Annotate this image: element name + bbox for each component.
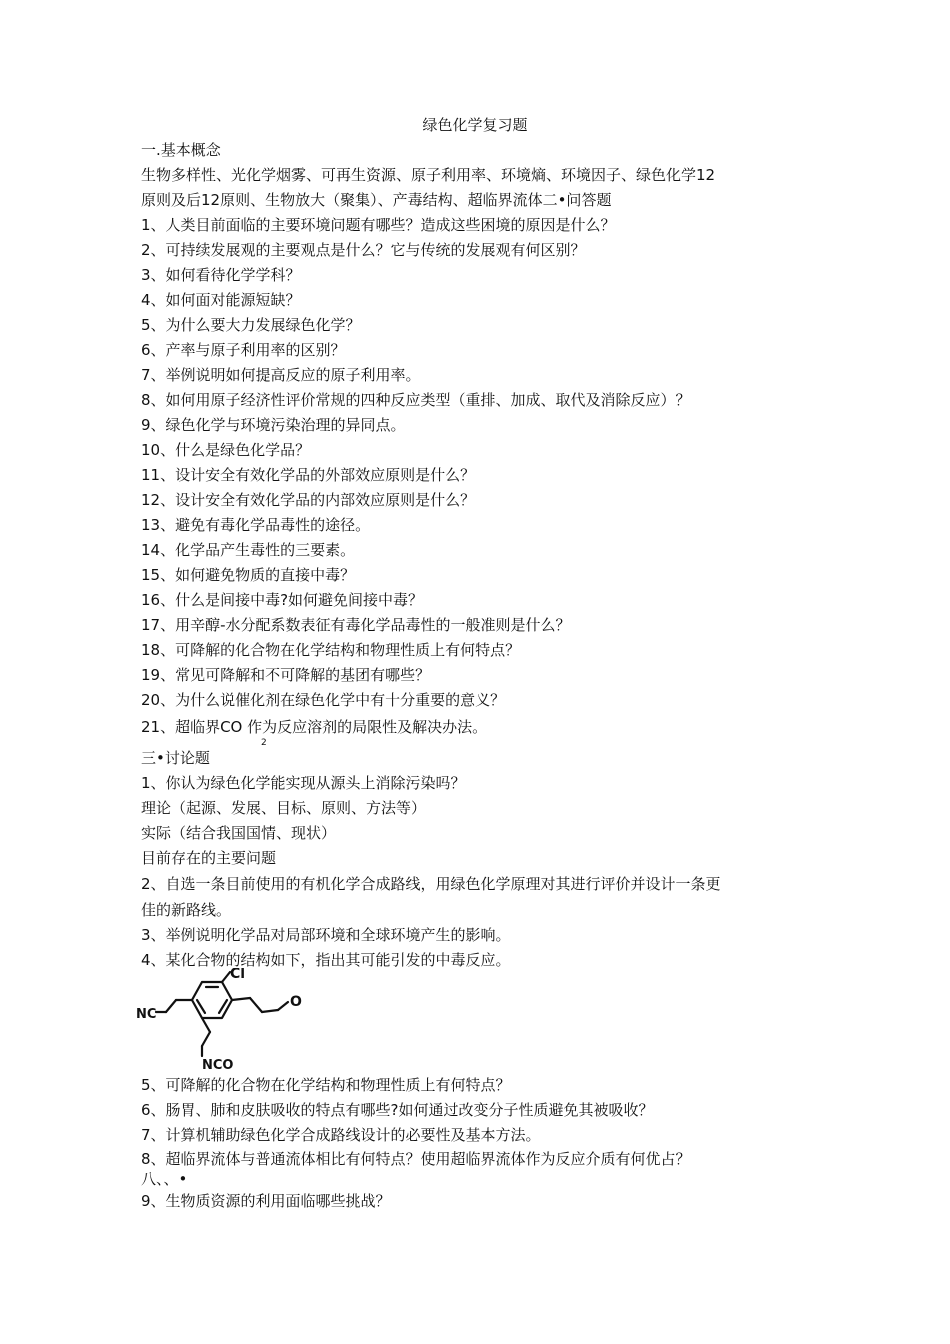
question-13: 13、避免有毒化学品毒性的途径。 [141,516,371,534]
question-6: 6、产率与原子利用率的区别？ [141,341,346,359]
discussion-9: 9、生物质资源的利用面临哪些挑战？ [141,1192,391,1210]
question-10: 10、什么是绿色化学品？ [141,441,311,459]
chemical-structure [130,968,320,1078]
question-20: 20、为什么说催化剂在绿色化学中有十分重要的意义？ [141,691,506,709]
question-1: 1、人类目前面临的主要环境问题有哪些？造成这些困境的原因是什么？ [141,216,616,234]
discussion-2-line1: 2、自选一条目前使用的有机化学合成路线，用绿色化学原理对其进行评价并设计一条更 [141,875,721,893]
discussion-1-theory: 理论（起源、发展、目标、原则、方法等） [141,799,427,817]
section3-heading: 三•讨论题 [141,749,210,767]
co2-subscript: 2 [261,738,267,748]
question-12: 12、设计安全有效化学品的内部效应原则是什么？ [141,491,476,509]
question-5: 5、为什么要大力发展绿色化学？ [141,316,361,334]
question-8: 8、如何用原子经济性评价常规的四种反应类型（重排、加成、取代及消除反应）？ [141,391,691,409]
section1-text-line1: 生物多样性、光化学烟雾、可再生资源、原子利用率、环境熵、环境因子、绿色化学12 [141,166,716,184]
chlorine-label: Cl [230,968,246,982]
question-4: 4、如何面对能源短缺？ [141,291,301,309]
discussion-4: 4、某化合物的结构如下，指出其可能引发的中毒反应。 [141,951,511,969]
discussion-6: 6、肠胃、肺和皮肤吸收的特点有哪些?如何通过改变分子性质避免其被吸收？ [141,1101,654,1119]
discussion-5: 5、可降解的化合物在化学结构和物理性质上有何特点？ [141,1076,511,1094]
section1-text-line2: 原则及后12原则、生物放大（聚集）、产毒结构、超临界流体二•问答题 [141,191,612,209]
discussion-1-practice: 实际（结合我国国情、现状） [141,824,337,842]
document-title: 绿色化学复习题 [422,116,528,134]
isocyanate-label: NCO [202,1058,234,1073]
question-16: 16、什么是间接中毒?如何避免间接中毒？ [141,591,424,609]
discussion-7: 7、计算机辅助绿色化学合成路线设计的必要性及基本方法。 [141,1126,541,1144]
discussion-3: 3、举例说明化学品对局部环境和全球环境产生的影响。 [141,926,511,944]
discussion-2-line2: 佳的新路线。 [141,901,232,919]
question-3: 3、如何看待化学学科？ [141,266,301,284]
question-18: 18、可降解的化合物在化学结构和物理性质上有何特点？ [141,641,521,659]
question-15: 15、如何避免物质的直接中毒？ [141,566,356,584]
question-21: 21、超临界CO 作为反应溶剂的局限性及解决办法。 [141,718,488,736]
question-19: 19、常见可降解和不可降解的基团有哪些？ [141,666,431,684]
question-14: 14、化学品产生毒性的三要素。 [141,541,356,559]
question-9: 9、绿色化学与环境污染治理的异同点。 [141,416,406,434]
question-2: 2、可持续发展观的主要观点是什么？它与传统的发展观有何区别？ [141,241,586,259]
discussion-1: 1、你认为绿色化学能实现从源头上消除污染吗？ [141,774,466,792]
discussion-1-problems: 目前存在的主要问题 [141,849,277,867]
oxygen-label: O [290,994,302,1010]
question-11: 11、设计安全有效化学品的外部效应原则是什么？ [141,466,476,484]
nitrile-label: NC [136,1007,157,1022]
discussion-8-extra: 八、、• [141,1170,188,1188]
discussion-8: 8、超临界流体与普通流体相比有何特点？使用超临界流体作为反应介质有何优占？ [141,1150,691,1168]
section1-heading: 一.基本概念 [141,141,221,159]
question-7: 7、举例说明如何提高反应的原子利用率。 [141,366,421,384]
question-17: 17、用辛醇-水分配系数表征有毒化学品毒性的一般准则是什么？ [141,616,571,634]
